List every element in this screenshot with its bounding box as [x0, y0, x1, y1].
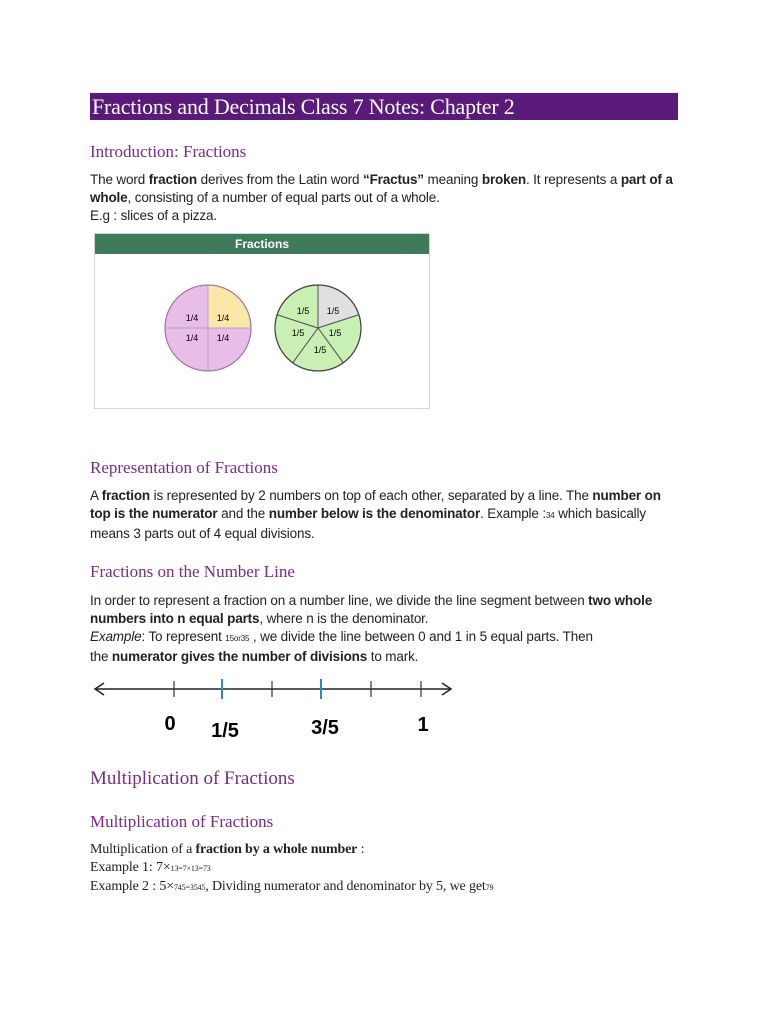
slice-label: 1/4: [216, 333, 230, 343]
slice-label: 1/5: [291, 328, 305, 338]
text: is represented by 2 numbers on top of each other, separated by a line. The: [150, 488, 593, 503]
slice-label: 1/5: [326, 306, 340, 316]
text: meaning: [423, 172, 482, 187]
text: In order to represent a fraction on a number line, we divide the line segment between: [90, 593, 589, 608]
text: Example 2 : 5×: [90, 879, 174, 894]
text: . It represents a: [525, 172, 621, 187]
text: A: [90, 488, 102, 503]
number-line: [90, 670, 456, 748]
figure-header: Fractions: [95, 234, 429, 254]
text: Example 1: 7×: [90, 860, 171, 875]
multiplication-paragraph: [90, 841, 690, 897]
text: :: [357, 842, 365, 857]
slice-label: 1/4: [185, 333, 199, 343]
slice-label: 1/5: [313, 345, 327, 355]
slice-label: 1/4: [216, 313, 230, 323]
tick-label: 1: [417, 714, 429, 736]
bold-text: numerator gives the number of divisions: [111, 649, 368, 664]
small-fraction: 745=3545: [173, 883, 206, 892]
small-fraction: 15or35: [225, 634, 250, 643]
bold-text: fraction by a whole number: [195, 842, 358, 857]
text: to mark.: [367, 649, 419, 664]
representation-paragraph: [90, 487, 670, 543]
quarters-pie: [165, 285, 251, 371]
heading-representation: Representation of Fractions: [90, 458, 278, 477]
bold-text: two whole numbers into n equal parts: [90, 593, 653, 626]
fraction-pies: [95, 234, 429, 408]
tick-label: 0: [164, 713, 176, 735]
example-label: Example: [90, 629, 142, 644]
fifths-pie: [275, 285, 361, 371]
bold-text: part of a whole: [90, 172, 673, 205]
text: , Dividing numerator and denominator by 5, we get: [205, 879, 486, 894]
bold-text: number below is the denominator: [268, 506, 481, 521]
small-fraction: 13=7×13=73: [170, 864, 211, 873]
text: Multiplication of a: [90, 842, 196, 857]
bold-text: fraction: [101, 488, 151, 503]
slice-label: 1/4: [185, 313, 199, 323]
text: derives from the Latin word: [197, 172, 363, 187]
text: The word: [90, 172, 149, 187]
intro-paragraph: [90, 171, 685, 207]
fractions-figure: [94, 233, 430, 409]
small-fraction: 79: [485, 883, 494, 892]
bold-text: broken: [481, 172, 526, 187]
bold-text: fraction: [148, 172, 197, 187]
slice-label: 1/5: [328, 328, 342, 338]
heading-introduction: Introduction: Fractions: [90, 142, 247, 161]
text: the: [90, 649, 112, 664]
number-line-figure: [90, 670, 456, 748]
bold-text: number on top is the numerator: [90, 488, 661, 521]
heading-multiplication: Multiplication of Fractions: [90, 768, 295, 789]
title-banner: [90, 93, 678, 120]
text: , where n is the denominator.: [259, 611, 429, 626]
numberline-paragraph: [90, 592, 680, 666]
tick-label: 3/5: [311, 717, 339, 739]
text: : To represent: [141, 629, 226, 644]
heading-number-line: Fractions on the Number Line: [90, 562, 295, 581]
intro-example: E.g : slices of a pizza.: [90, 208, 217, 223]
text: which basically means 3 parts out of 4 equal divisions.: [90, 506, 646, 541]
bold-text: “Fractus”: [362, 172, 424, 187]
slice-label: 1/5: [296, 306, 310, 316]
text: and the: [217, 506, 269, 521]
subheading-multiplication: Multiplication of Fractions: [90, 812, 274, 831]
page-title: Fractions and Decimals Class 7 Notes: Chapter 2: [92, 94, 515, 119]
text: , consisting of a number of equal parts out of a whole.: [127, 190, 440, 205]
tick-label: 1/5: [211, 720, 239, 742]
text: . Example :: [480, 506, 546, 521]
small-fraction: 34: [545, 511, 555, 520]
text: , we divide the line between 0 and 1 in 5 equal parts. Then: [249, 629, 593, 644]
